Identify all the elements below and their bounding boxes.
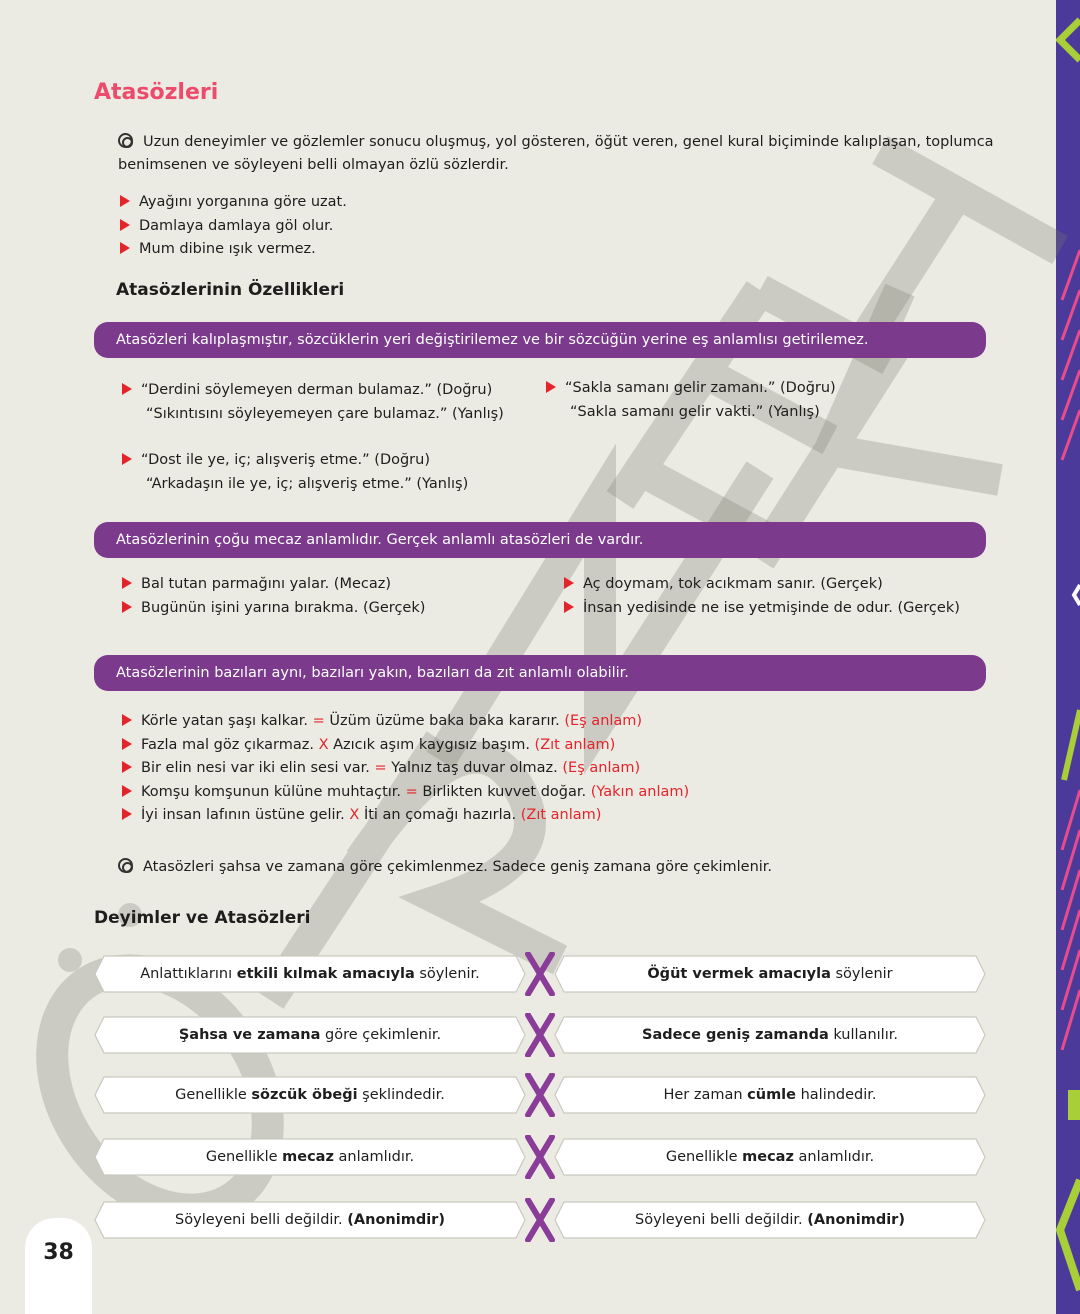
triangle-bullet-icon <box>122 808 132 820</box>
band1-example-b: “Sakla samanı gelir zamanı.” (Doğru) “Sakla samanı gelir vakti.” (Yanlış) <box>546 377 836 424</box>
idiom-property-cell: Söyleyeni belli değildir. (Anonimdir) <box>94 1201 526 1239</box>
list-item: Ayağını yorganına göre uzat. <box>120 191 347 215</box>
list-item: Damlaya damlaya göl olur. <box>120 215 347 239</box>
cross-icon <box>524 1013 556 1057</box>
triangle-bullet-icon <box>122 383 132 395</box>
idiom-property-cell: Anlattıklarını etkili kılmak amacıyla söylenir. <box>94 955 526 993</box>
feature-band-3: Atasözlerinin bazıları aynı, bazıları yakın, bazıları da zıt anlamlı olabilir. <box>94 655 986 691</box>
page-title: Atasözleri <box>94 80 219 105</box>
proverb-property-cell: Her zaman cümle halindedir. <box>554 1076 986 1114</box>
compare-heading: Deyimler ve Atasözleri <box>94 908 311 928</box>
triangle-bullet-icon <box>122 453 132 465</box>
triangle-bullet-icon <box>564 601 574 613</box>
triangle-bullet-icon <box>120 219 130 231</box>
cross-icon <box>524 952 556 996</box>
relation-tag: (Zıt anlam) <box>520 807 602 823</box>
band2-left-list <box>122 573 425 620</box>
relation-operator: = <box>374 760 387 776</box>
feature-band-1: Atasözleri kalıplaşmıştır, sözcüklerin yeri değiştirilemez ve bir sözcüğün yerine eş anlamlısı getirilemez. <box>94 322 986 358</box>
cross-icon <box>524 1198 556 1242</box>
triangle-bullet-icon <box>122 738 132 750</box>
band2-right-list <box>564 573 960 620</box>
features-heading: Atasözlerinin Özellikleri <box>116 280 345 300</box>
triangle-bullet-icon <box>122 714 132 726</box>
triangle-bullet-icon <box>120 242 130 254</box>
example-list <box>120 191 347 262</box>
triangle-bullet-icon <box>546 381 556 393</box>
band1-example-c: “Dost ile ye, iç; alışveriş etme.” (Doğru) “Arkadaşın ile ye, iç; alışveriş etme.” (Yanlış) <box>122 449 468 496</box>
cross-icon <box>524 1073 556 1117</box>
relation-operator: X <box>318 736 329 753</box>
relation-tag: (Eş anlam) <box>564 713 643 729</box>
side-decoration-strip <box>1056 0 1080 1314</box>
list-item: Mum dibine ışık vermez. <box>120 238 347 262</box>
list-item: Bugünün işini yarına bırakma. (Gerçek) <box>122 597 425 621</box>
list-item: Bal tutan parmağını yalar. (Mecaz) <box>122 573 425 597</box>
triangle-bullet-icon <box>122 761 132 773</box>
relation-tag: (Zıt anlam) <box>534 736 616 753</box>
definition-text: Uzun deneyimler ve gözlemler sonucu oluşmuş, yol gösteren, öğüt veren, genel kural biçiminde kalıplaşan, toplumca benimsenen ve söyleyeni belli olmayan özlü sözlerdir. <box>118 134 994 173</box>
relation-tag: (Eş anlam) <box>562 760 641 776</box>
triangle-bullet-icon <box>122 601 132 613</box>
list-item: Körle yatan şaşı kalkar. = Üzüm üzüme baka baka kararır. (Eş anlam) <box>122 710 689 734</box>
relation-operator: = <box>312 713 325 729</box>
definition-paragraph <box>118 131 998 177</box>
conjugation-rule: Atasözleri şahsa ve zamana göre çekimlenmez. Sadece geniş zamana göre çekimlenir. <box>118 858 772 875</box>
proverb-property-cell: Genellikle mecaz anlamlıdır. <box>554 1138 986 1176</box>
spiral-icon <box>118 133 133 148</box>
list-item: İnsan yedisinde ne ise yetmişinde de odur. (Gerçek) <box>564 597 960 621</box>
triangle-bullet-icon <box>122 577 132 589</box>
list-item: İyi insan lafının üstüne gelir. X İti an çomağı hazırla. (Zıt anlam) <box>122 804 689 828</box>
proverb-property-cell: Söyleyeni belli değildir. (Anonimdir) <box>554 1201 986 1239</box>
proverb-property-cell: Sadece geniş zamanda kullanılır. <box>554 1016 986 1054</box>
page-number: 38 <box>43 1240 74 1265</box>
feature-band-2: Atasözlerinin çoğu mecaz anlamlıdır. Gerçek anlamlı atasözleri de vardır. <box>94 522 986 558</box>
list-item: Komşu komşunun külüne muhtaçtır. = Birlikten kuvvet doğar. (Yakın anlam) <box>122 781 689 805</box>
proverb-property-cell: Öğüt vermek amacıyla söylenir <box>554 955 986 993</box>
list-item: Fazla mal göz çıkarmaz. X Azıcık aşım kaygısız başım. (Zıt anlam) <box>122 734 689 758</box>
triangle-bullet-icon <box>122 785 132 797</box>
relation-tag: (Yakın anlam) <box>590 783 690 800</box>
cross-icon <box>524 1135 556 1179</box>
meaning-relation-list <box>122 710 689 828</box>
relation-operator: X <box>349 807 360 823</box>
idiom-property-cell: Genellikle mecaz anlamlıdır. <box>94 1138 526 1176</box>
triangle-bullet-icon <box>564 577 574 589</box>
list-item: Aç doymam, tok acıkmam sanır. (Gerçek) <box>564 573 960 597</box>
relation-operator: = <box>405 783 418 800</box>
idiom-property-cell: Şahsa ve zamana göre çekimlenir. <box>94 1016 526 1054</box>
idiom-property-cell: Genellikle sözcük öbeği şeklindedir. <box>94 1076 526 1114</box>
spiral-icon <box>118 858 133 873</box>
band1-example-a: “Derdini söylemeyen derman bulamaz.” (Doğru) “Sıkıntısını söyleyemeyen çare bulamaz.” (Yanlış) <box>122 379 504 426</box>
list-item: Bir elin nesi var iki elin sesi var. = Yalnız taş duvar olmaz. (Eş anlam) <box>122 757 689 781</box>
page-number-tab <box>25 1218 92 1314</box>
triangle-bullet-icon <box>120 195 130 207</box>
